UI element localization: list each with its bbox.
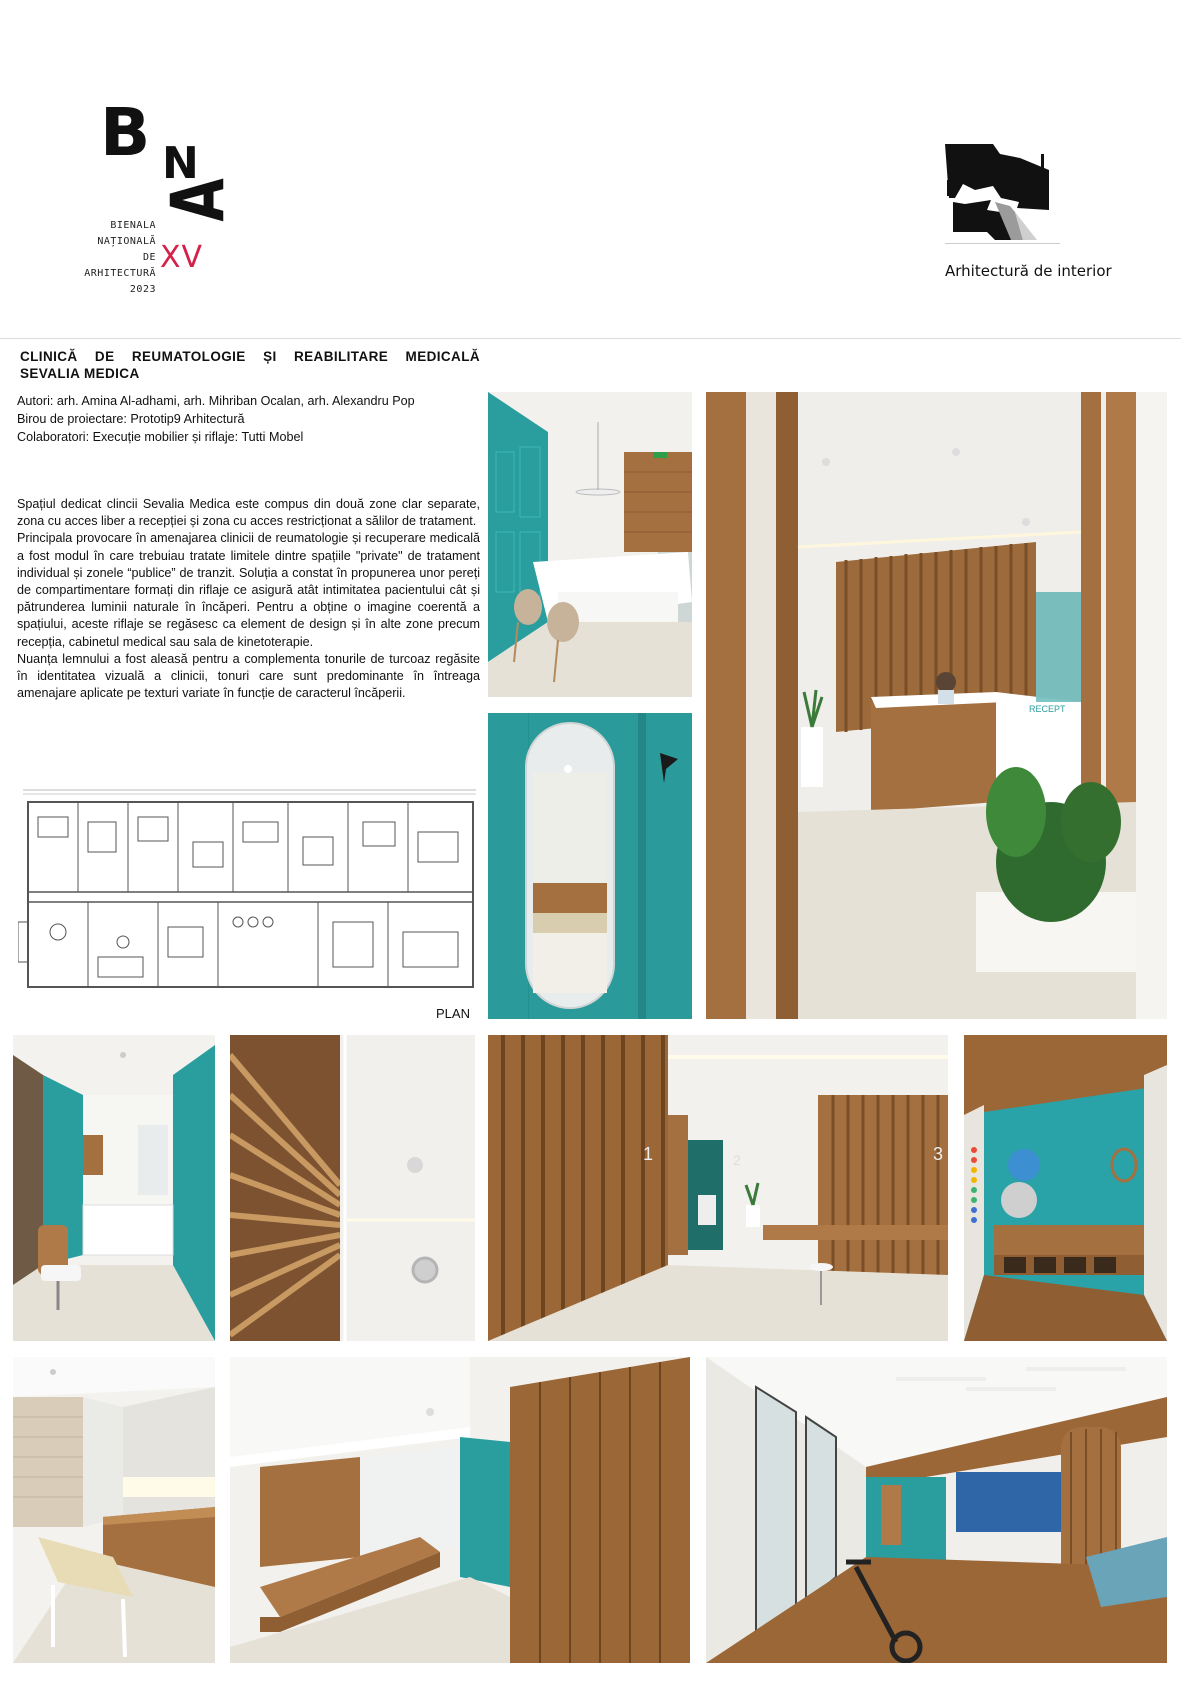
- edition-label: XV: [160, 240, 204, 275]
- photo-treatment-room: [13, 1357, 215, 1663]
- title-line: CLINICĂ DE REUMATOLOGIE ȘI REABILITARE MEDICALĂ: [20, 349, 480, 364]
- photo-doctor-office: [488, 392, 692, 697]
- project-credits: [17, 392, 477, 446]
- interior-architecture-logo: [945, 140, 1125, 290]
- floor-plan: [18, 782, 481, 1000]
- title-line: SEVALIA MEDICA: [20, 366, 140, 381]
- description-paragraph: Spațiul dedicat clincii Sevalia Medica este compus din două zone clar separate, zona cu acces liber a recepției și zona cu acces restricționat a sălilor de tratament.: [17, 497, 480, 529]
- photo-reception: [706, 392, 1167, 1019]
- room-number: 2: [733, 1152, 741, 1168]
- photo-slats-detail: [230, 1035, 475, 1341]
- logo-line: 2023: [129, 284, 156, 295]
- credit-line: Colaboratori: Execuție mobilier și riflaje: Tutti Mobel: [17, 430, 304, 444]
- reception-sign: RECEPT: [1029, 704, 1066, 714]
- logo-line: ARHITECTURĂ: [84, 268, 156, 279]
- header-divider: [0, 338, 1181, 339]
- project-description: [17, 496, 480, 702]
- photo-changing-room: [230, 1357, 690, 1663]
- photo-consult-room: [13, 1035, 215, 1341]
- logo-line: DE: [142, 252, 156, 263]
- plan-label: PLAN: [436, 1006, 470, 1021]
- photo-oval-mirror: [488, 713, 692, 1019]
- logo-letter-n: N: [162, 138, 199, 189]
- photo-physio-room: [964, 1035, 1167, 1341]
- description-paragraph: Nuanța lemnului a fost aleasă pentru a complementa tonurile de turcoaz regăsite în identitatea vizuală a clinicii, tonuri care sunt predominante în întreaga amenajare aplicate pe texturi variate în funcție de caracterul încăperii.: [17, 651, 480, 701]
- credit-line: Autori: arh. Amina Al-adhami, arh. Mihriban Ocalan, arh. Alexandru Pop: [17, 394, 415, 408]
- photo-corridor: [488, 1035, 948, 1341]
- description-paragraph: Principala provocare în amenajarea clinicii de reumatologie și recuperare medicală a fost modul în care trebuiau tratate limitele dintre spațiile "private" de tratament individual și zonele “publice” de tranzit. Soluția a constat în propunerea unor pereți de compartimentare formați din riflaje ce asigură atât intimitatea pacientului cât și pătrunderea luminii naturale în încăperi. Pentru a obține o imagine coerentă a spațiului, aceste riflaje se regăsesc ca element de design și în alte zone precum recepția, cabinetul medical sau sala de kinetoterapie.: [17, 531, 480, 649]
- logo-text: [78, 218, 156, 298]
- section-icon: [945, 140, 1060, 250]
- room-number: 1: [643, 1144, 654, 1164]
- bna-logo: [78, 94, 258, 300]
- logo-line: BIENALA: [110, 220, 156, 231]
- project-title: [20, 348, 480, 382]
- logo-letter-b: B: [100, 94, 151, 171]
- credit-line: Birou de proiectare: Prototip9 Arhitectură: [17, 412, 245, 426]
- logo-letter-a: A: [156, 178, 242, 222]
- room-number: 3: [933, 1144, 944, 1164]
- photo-gym: [706, 1357, 1167, 1663]
- section-caption: Arhitectură de interior: [945, 262, 1112, 280]
- logo-line: NAȚIONALĂ: [97, 236, 156, 247]
